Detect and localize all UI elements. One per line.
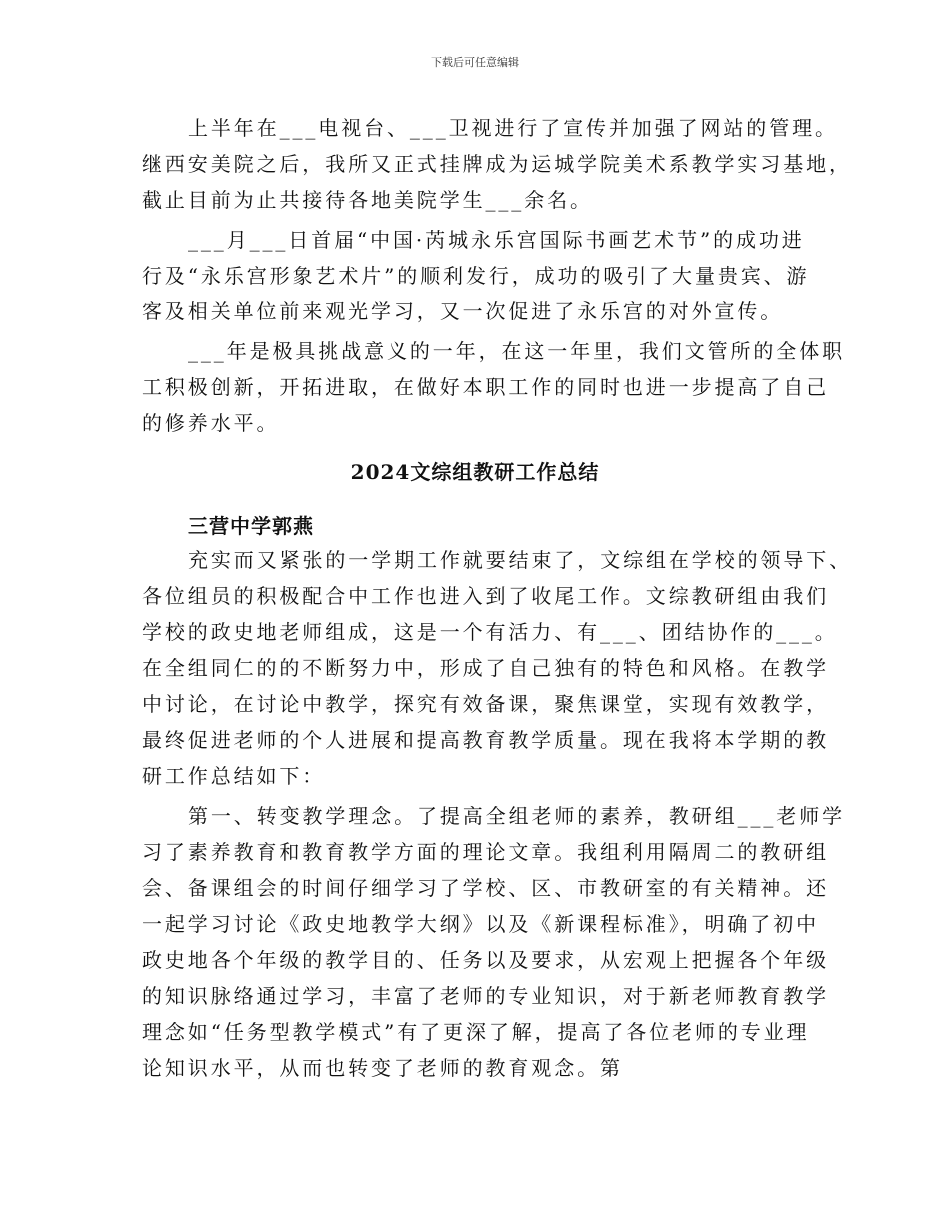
header-note: 下载后可任意编辑: [431, 56, 519, 69]
paragraph-line: ___年是极具挑战意义的一年，在这一年里，我们文管所的全体职: [188, 339, 845, 363]
paragraph-line: 研工作总结如下：: [142, 764, 326, 788]
paragraph-line: 截止目前为止共接待各地美院学生___余名。: [142, 188, 593, 212]
paragraph-line: 的修养水平。: [142, 411, 280, 435]
paragraph-line: 客及相关单位前来观光学习，又一次促进了永乐宫的对外宣传。: [142, 299, 784, 323]
paragraph-line: ___月___日首届“中国·芮城永乐宫国际书画艺术节”的成功进: [188, 228, 805, 252]
paragraph-line: 的知识脉络通过学习，丰富了老师的专业知识，对于新老师教育教学: [142, 984, 829, 1008]
paragraph-line: 理念如“任务型教学模式”有了更深了解，提高了各位老师的专业理: [142, 1020, 810, 1044]
paragraph-line: 政史地各个年级的教学目的、任务以及要求，从宏观上把握各个年级: [142, 948, 829, 972]
paragraph-line: 中讨论，在讨论中教学，探究有效备课，聚焦课堂，实现有效教学，: [142, 692, 829, 716]
paragraph-line: 论知识水平，从而也转变了老师的教育观念。第: [142, 1056, 623, 1080]
paragraph-line: 上半年在___电视台、___卫视进行了宣传并加强了网站的管理。: [188, 116, 838, 140]
paragraph-line: 习了素养教育和教育教学方面的理论文章。我组利用隔周二的教研组: [142, 840, 829, 864]
paragraph-line: 一起学习讨论《政史地教学大纲》以及《新课程标准》，明确了初中: [142, 912, 819, 936]
paragraph-line: 充实而又紧张的一学期工作就要结束了，文综组在学校的领导下、: [188, 548, 853, 572]
paragraph-line: 最终促进老师的个人进展和提高教育教学质量。现在我将本学期的教: [142, 728, 829, 752]
paragraph-line: 第一、转变教学理念。了提高全组老师的素养，教研组___老师学: [188, 804, 845, 828]
paragraph-line: 会、备课组会的时间仔细学习了学校、区、市教研室的有关精神。还: [142, 876, 829, 900]
author-line: 三营中学郭燕: [188, 514, 314, 538]
paragraph-line: 工积极创新，开拓进取，在做好本职工作的同时也进一步提高了自己: [142, 375, 829, 399]
paragraph-line: 继西安美院之后，我所又正式挂牌成为运城学院美术系教学实习基地，: [142, 152, 852, 176]
paragraph-line: 学校的政史地老师组成，这是一个有活力、有___、团结协作的___。: [142, 620, 838, 644]
section-title: 2024文综组教研工作总结: [350, 460, 600, 484]
paragraph-line: 在全组同仁的的不断努力中，形成了自己独有的特色和风格。在教学: [142, 656, 829, 680]
paragraph-line: 各位组员的积极配合中工作也进入到了收尾工作。文综教研组由我们: [142, 584, 829, 608]
paragraph-line: 行及“永乐宫形象艺术片”的顺利发行，成功的吸引了大量贵宾、游: [142, 264, 810, 288]
